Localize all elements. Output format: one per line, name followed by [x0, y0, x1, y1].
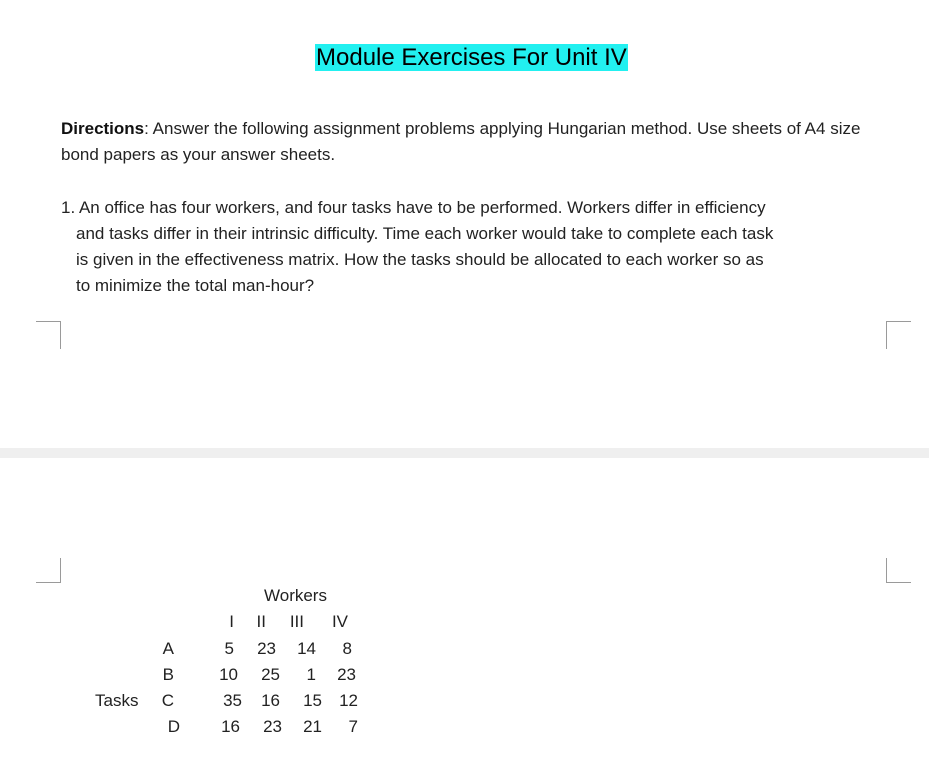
column-header: II: [256, 612, 266, 631]
problem-line: 1. An office has four workers, and four tasks have to be performed. Workers differ in efficiency: [61, 198, 766, 217]
problem-line: to minimize the total man-hour?: [76, 276, 315, 295]
matrix-cell: 16: [221, 717, 240, 736]
row-label: C: [161, 691, 174, 710]
margin-corner-mark: [36, 558, 61, 583]
matrix-cell: 35: [223, 691, 242, 710]
matrix-column-title: Workers: [264, 586, 327, 605]
margin-corner-mark: [886, 558, 911, 583]
matrix-cell: 23: [257, 639, 276, 658]
row-label: D: [167, 717, 180, 736]
document-title: [313, 43, 630, 72]
matrix-cell: 25: [261, 665, 280, 684]
problem-line: and tasks differ in their intrinsic difficulty. Time each worker would take to complete each task: [76, 224, 774, 243]
matrix-cell: 1: [306, 665, 316, 684]
column-header: I: [229, 612, 234, 631]
matrix-cell: 14: [297, 639, 316, 658]
matrix-cell: 5: [224, 639, 234, 658]
directions-label: Directions: [61, 119, 145, 138]
matrix-cell: 8: [342, 639, 352, 658]
title-highlight: Module Exercises For Unit IV: [316, 44, 627, 71]
matrix-cell: 10: [219, 665, 238, 684]
matrix-cell: 15: [303, 691, 322, 710]
page-2: [0, 458, 929, 760]
page-separator: [0, 448, 929, 458]
matrix-cell: 16: [261, 691, 280, 710]
row-label: A: [162, 639, 174, 658]
matrix-row-title: Tasks: [95, 691, 139, 710]
matrix-cell: 7: [348, 717, 358, 736]
matrix-cell: 23: [337, 665, 356, 684]
margin-corner-mark: [36, 321, 61, 349]
column-header: IV: [331, 612, 348, 631]
matrix-cell: 12: [339, 691, 358, 710]
directions-paragraph: [61, 116, 891, 168]
matrix-cell: 21: [303, 717, 322, 736]
matrix-cell: 23: [263, 717, 282, 736]
directions-text: : Answer the following assignment problems applying Hungarian method. Use sheets of A4 size bond papers as your answer sheets.: [61, 119, 861, 164]
column-header: III: [289, 612, 304, 631]
problem-1: [61, 195, 887, 299]
row-label: B: [162, 665, 174, 684]
problem-line: is given in the effectiveness matrix. How the tasks should be allocated to each worker so as: [76, 250, 764, 269]
margin-corner-mark: [886, 321, 911, 349]
